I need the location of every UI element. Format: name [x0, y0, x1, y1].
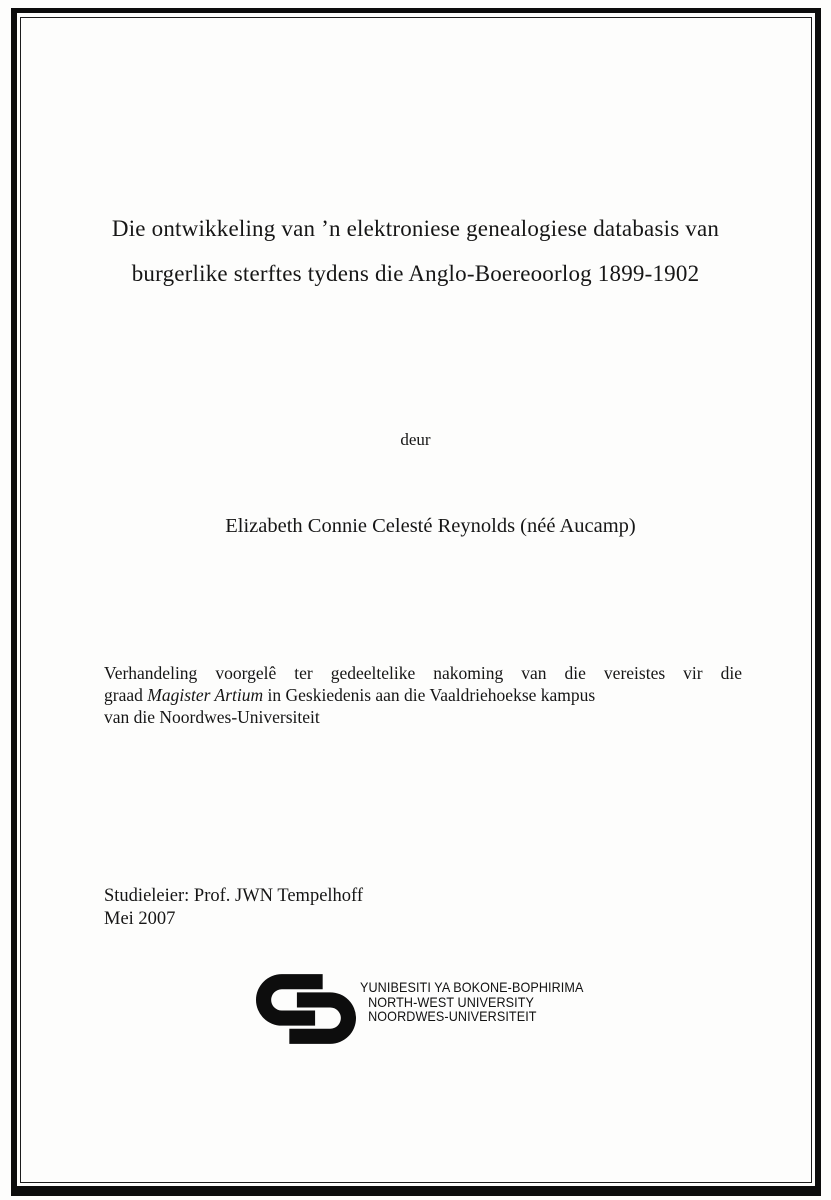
- degree-statement-line-2-post: in Geskiedenis aan die Vaaldriehoekse kampus: [263, 685, 596, 705]
- degree-statement-line-1: Verhandeling voorgelê ter gedeeltelike nakoming van die vereistes vir die: [104, 663, 742, 683]
- supervisor-line: Studieleier: Prof. JWN Tempelhoff: [104, 886, 364, 906]
- thesis-title: [70, 206, 761, 296]
- wordmark-afrikaans: NOORDWES-UNIVERSITEIT: [368, 1008, 537, 1024]
- degree-statement-line-3: van die Noordwes-Universiteit: [104, 707, 320, 727]
- university-wordmark: [360, 980, 583, 1024]
- author-name: Elizabeth Connie Celesté Reynolds (néé Aucamp): [225, 515, 636, 537]
- degree-statement-line-2-pre: graad: [104, 685, 148, 705]
- degree-statement: [104, 662, 742, 728]
- nwu-interlocking-links-icon: [256, 974, 356, 1044]
- degree-name-italic: Magister Artium: [147, 685, 264, 705]
- thesis-title-line-1: Die ontwikkeling van ’n elektroniese genealogiese databasis van: [111, 216, 720, 241]
- wordmark-setswana: YUNIBESITI YA BOKONE-BOPHIRIMA: [360, 979, 584, 995]
- byline-label: deur: [400, 430, 431, 449]
- supervisor-block: [104, 885, 363, 931]
- degree-statement-line-2: [104, 684, 742, 706]
- wordmark-english: NORTH-WEST UNIVERSITY: [368, 993, 535, 1010]
- university-logo: [256, 974, 608, 1044]
- thesis-title-line-2: burgerlike sterftes tydens die Anglo-Boereoorlog 1899-1902: [131, 261, 700, 286]
- date-line: Mei 2007: [104, 909, 176, 929]
